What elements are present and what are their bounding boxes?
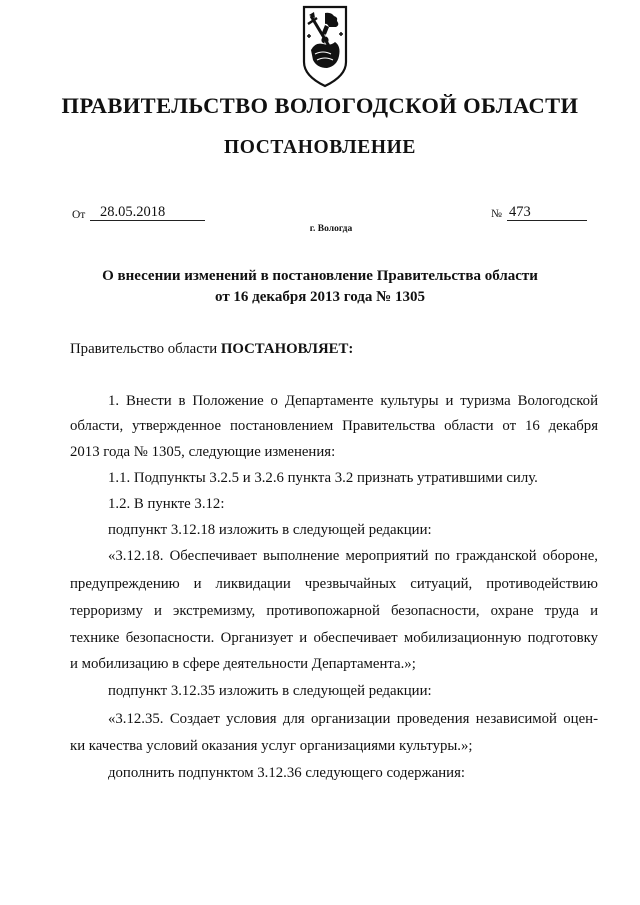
quote-1-line-2: предупреждению и ликвидации чрезвычайных ситуаций, противодействию [70, 576, 598, 592]
quote-2-line-1: «3.12.35. Создает условия для организации проведения независимой оцен- [108, 711, 598, 727]
quote-1-line-5: и мобилизацию в сфере деятельности Департамента.»; [70, 656, 416, 672]
paragraph-1-line-2: области, утвержденное постановлением Правительства области от 16 декабря [70, 418, 598, 434]
document-subject [0, 266, 640, 308]
paragraph-1-2: 1.2. В пункте 3.12: [108, 496, 225, 512]
intro-paragraph [70, 337, 353, 363]
intro-decree: ПОСТАНОВЛЯЕТ: [220, 341, 354, 357]
government-title: ПРАВИТЕЛЬСТВО ВОЛОГОДСКОЙ ОБЛАСТИ [61, 93, 579, 118]
vologda-coat-of-arms-icon [301, 4, 349, 90]
document-type: ПОСТАНОВЛЕНИЕ [223, 137, 417, 158]
subpoint-2-intro: подпункт 3.12.35 изложить в следующей редакции: [108, 683, 432, 699]
quote-1-line-1: «3.12.18. Обеспечивает выполнение мероприятий по гражданской обороне, [108, 548, 598, 564]
number-label: № [491, 208, 502, 220]
subject-line-2: от 16 декабря 2013 года № 1305 [215, 289, 425, 305]
quote-1-line-4: технике безопасности. Организует и обеспечивает мобилизационную подготовку [70, 630, 598, 646]
paragraph-1-line-3: 2013 года № 1305, следующие изменения: [70, 444, 336, 460]
document-date: 28.05.2018 [90, 204, 205, 221]
paragraph-1-1: 1.1. Подпункты 3.2.5 и 3.2.6 пункта 3.2 признать утратившими силу. [108, 470, 538, 486]
paragraph-1-line-1: 1. Внести в Положение о Департаменте культуры и туризма Вологодской [108, 393, 598, 409]
subpoint-1-intro: подпункт 3.12.18 изложить в следующей редакции: [108, 522, 432, 538]
intro-prefix: Правительство области [70, 341, 221, 357]
subpoint-3-intro: дополнить подпунктом 3.12.36 следующего содержания: [108, 765, 466, 781]
document-number: 473 [507, 204, 587, 221]
city: г. Вологда [309, 224, 353, 234]
date-label: От [72, 209, 86, 221]
quote-1-line-3: терроризму и экстремизму, противопожарной безопасности, охране труда и [70, 603, 598, 619]
quote-2-line-2: ки качества условий оказания услуг организациями культуры.»; [70, 738, 473, 754]
subject-line-1: О внесении изменений в постановление Правительства области [102, 268, 538, 284]
